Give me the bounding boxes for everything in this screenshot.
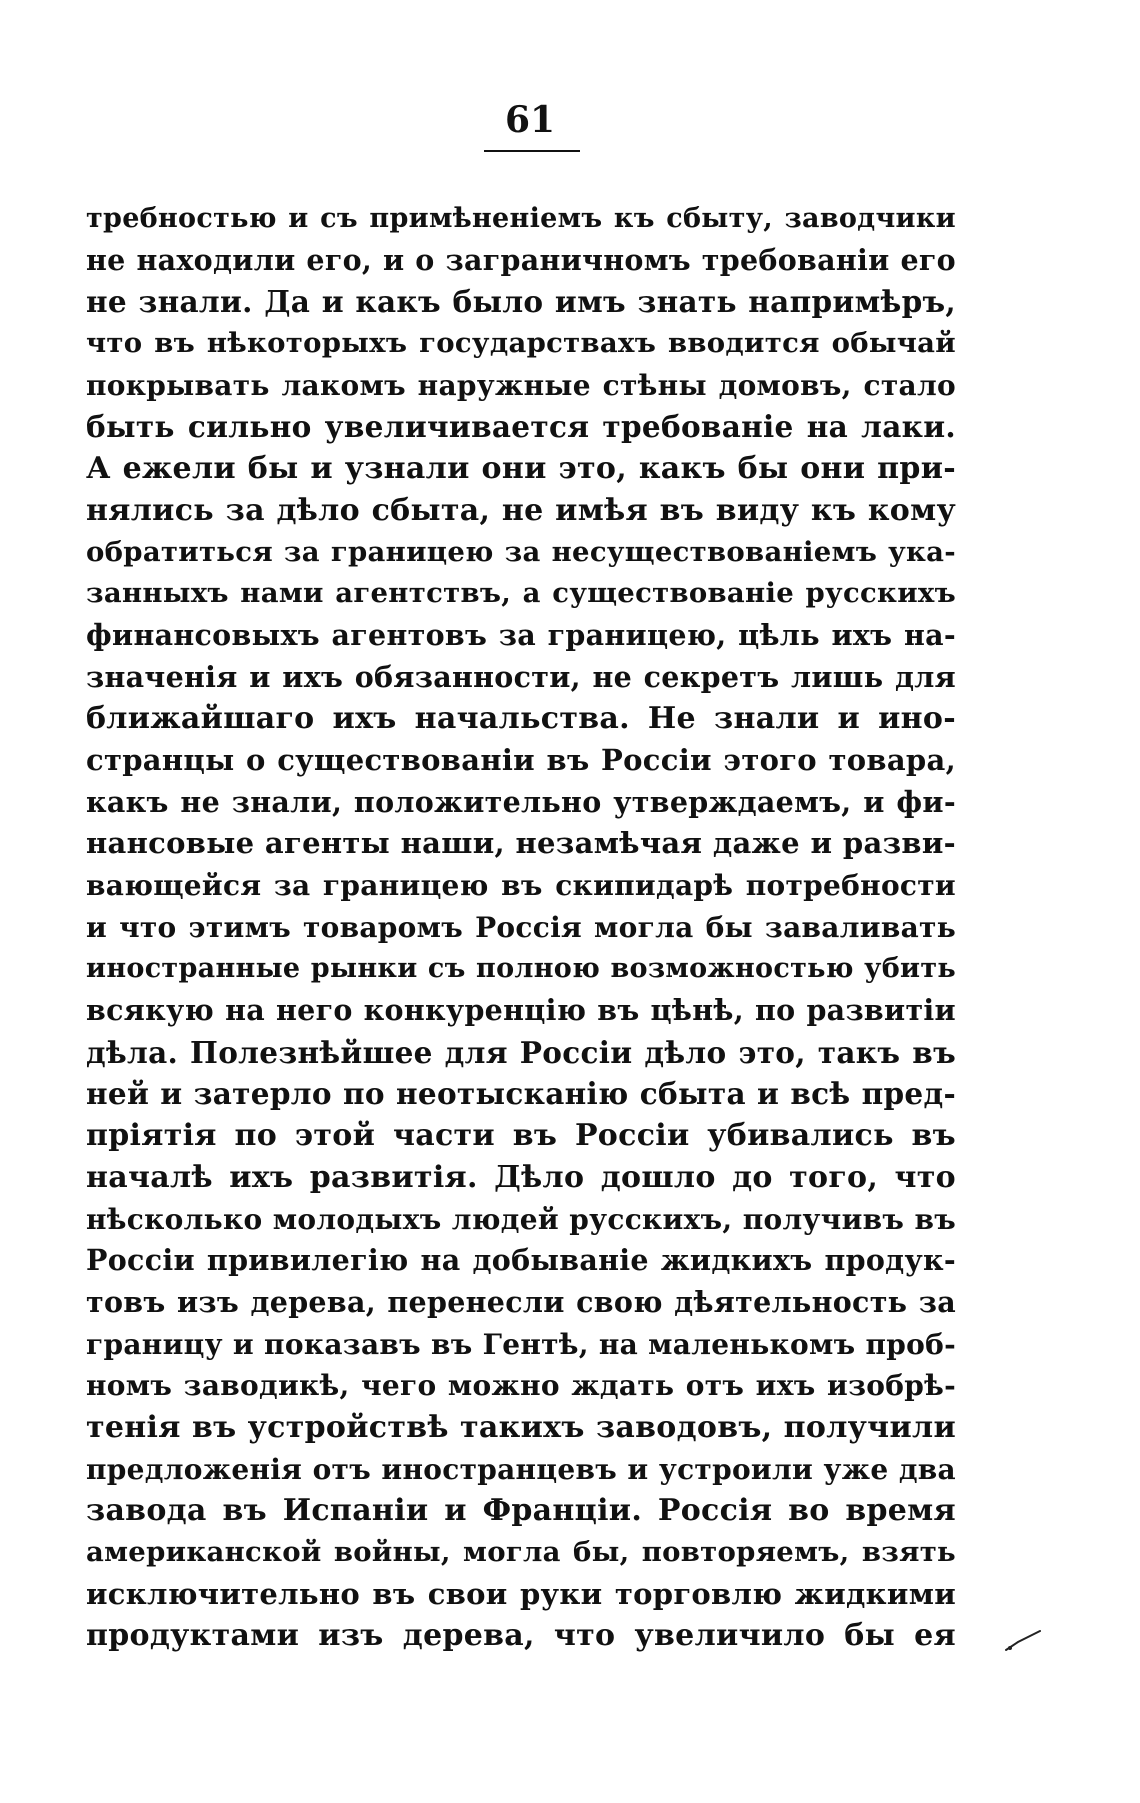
text-line: американской войны, могла бы, повторяемъ, взять xyxy=(86,1536,956,1568)
header-rule xyxy=(484,150,580,152)
text-line: А ежели бы и узнали они это, какъ бы они при- xyxy=(86,451,956,487)
text-line: покрывать лакомъ наружные стѣны домовъ, стало xyxy=(86,368,956,402)
text-line: вающейся за границею въ скипидарѣ потребности xyxy=(86,869,956,902)
text-line: финансовыхъ агентовъ за границею, цѣль ихъ на- xyxy=(86,617,956,652)
text-line: что въ нѣкоторыхъ государствахъ вводится обычай xyxy=(86,327,956,360)
text-line: всякую на него конкуренцію въ цѣнѣ, по развитіи xyxy=(86,993,956,1028)
text-line: товъ изъ дерева, перенесли свою дѣятельность за xyxy=(86,1284,956,1319)
ink-speck-mark xyxy=(1004,1628,1044,1652)
text-line: странцы о существованіи въ Россіи этого товара, xyxy=(86,742,956,777)
text-line: границу и показавъ въ Гентѣ, на маленькомъ проб- xyxy=(86,1327,956,1361)
text-line: занныхъ нами агентствъ, а существованіе русскихъ xyxy=(86,577,956,610)
text-line: быть сильно увеличивается требованіе на лаки. xyxy=(86,409,956,445)
text-line: какъ не знали, положительно утверждаемъ, и фи- xyxy=(86,784,956,819)
text-line: обратиться за границею за несуществованіемъ ука- xyxy=(86,535,956,568)
text-line: иностранные рынки съ полною возможностью убить xyxy=(86,953,956,985)
text-line: не знали. Да и какъ было имъ знать напримѣръ, xyxy=(86,284,956,320)
text-line: предложенія отъ иностранцевъ и устроили уже два xyxy=(86,1452,956,1486)
text-line: и что этимъ товаромъ Россія могла бы заваливать xyxy=(86,910,956,944)
text-line: требностью и съ примѣненіемъ къ сбыту, заводчики xyxy=(86,203,956,234)
text-line: Россіи привилегію на добываніе жидкихъ продук- xyxy=(86,1243,956,1278)
text-line: продуктами изъ дерева, что увеличило бы ея xyxy=(86,1618,956,1654)
text-line: ближайшаго ихъ начальства. Не знали и ино- xyxy=(86,701,956,737)
page-number: 61 xyxy=(504,99,556,141)
text-line: исключительно въ свои руки торговлю жидкими xyxy=(86,1576,956,1611)
text-line: началѣ ихъ развитія. Дѣло дошло до того, что xyxy=(86,1159,956,1195)
text-line: пріятія по этой части въ Россіи убивались въ xyxy=(86,1118,956,1154)
text-line: ней и затерло по неотысканію сбыта и всѣ пред- xyxy=(86,1076,956,1112)
text-line: номъ заводикѣ, чего можно ждать отъ ихъ изобрѣ- xyxy=(86,1369,956,1403)
text-line: значенія и ихъ обязанности, не секретъ лишь для xyxy=(86,659,956,694)
body-text xyxy=(86,198,956,1657)
text-line: тенія въ устройствѣ такихъ заводовъ, получили xyxy=(86,1409,956,1445)
text-line: завода въ Испаніи и Франціи. Россія во время xyxy=(86,1493,956,1529)
text-line: нансовые агенты наши, незамѣчая даже и разви- xyxy=(86,826,956,861)
text-line: нѣсколько молодыхъ людей русскихъ, получивъ въ xyxy=(86,1202,956,1236)
text-line: нялись за дѣло сбыта, не имѣя въ виду къ кому xyxy=(86,492,956,528)
text-line: не находили его, и о заграничномъ требованіи его xyxy=(86,242,956,277)
text-line: дѣла. Полезнѣйшее для Россіи дѣло это, такъ въ xyxy=(86,1034,956,1070)
